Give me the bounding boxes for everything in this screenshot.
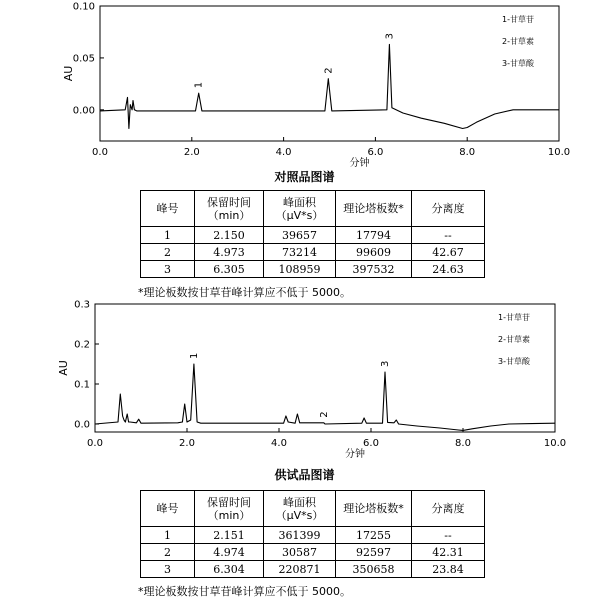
sample-results-table	[140, 490, 485, 578]
peak-label-2: 2	[318, 411, 330, 418]
table-cell: 2	[141, 544, 195, 561]
table-header-cell: 分离度	[412, 191, 485, 227]
sample-chart-title: 供试品图谱	[274, 468, 335, 482]
table-cell: 361399	[264, 527, 336, 544]
table-cell: 4.973	[195, 244, 264, 261]
x-tick-label: 2.0	[179, 438, 195, 449]
table-cell: 24.63	[412, 261, 485, 278]
y-tick-label: 0.00	[72, 105, 95, 117]
table-cell: 3	[141, 561, 195, 578]
table-cell: 42.67	[412, 244, 485, 261]
table-row	[141, 527, 485, 544]
y-axis-label: AU	[57, 360, 70, 376]
table-cell: 350658	[336, 561, 412, 578]
peak-label-1: 1	[188, 352, 200, 359]
reference-chart-title: 对照品图谱	[274, 170, 335, 184]
table-cell: 42.31	[412, 544, 485, 561]
table-header-row	[141, 191, 485, 227]
table-cell: 397532	[336, 261, 412, 278]
x-tick-label: 8.0	[459, 147, 476, 158]
table-header-cell: 保留时间 （min）	[195, 191, 264, 227]
legend-entry: 3-甘草酸	[502, 59, 534, 68]
table-header-cell: 分离度	[412, 491, 485, 527]
table-row	[141, 544, 485, 561]
table-cell: 108959	[264, 261, 336, 278]
table-cell: 17255	[336, 527, 412, 544]
x-tick-label: 4.0	[271, 438, 287, 449]
table-cell: 73214	[264, 244, 336, 261]
table-cell: 39657	[264, 227, 336, 244]
table-cell: 4.974	[195, 544, 264, 561]
table-cell: 220871	[264, 561, 336, 578]
table-cell: 1	[141, 227, 195, 244]
table-cell: 2.151	[195, 527, 264, 544]
y-tick-label: 0.05	[72, 53, 95, 65]
table-header-cell: 理论塔板数*	[336, 491, 412, 527]
table-cell: 92597	[336, 544, 412, 561]
legend-entry: 1-甘草苷	[498, 313, 530, 322]
table-cell: 17794	[336, 227, 412, 244]
x-tick-label: 10.0	[543, 438, 567, 449]
table-cell: 23.84	[412, 561, 485, 578]
legend-entry: 1-甘草苷	[502, 15, 534, 24]
legend-entry: 2-甘草素	[498, 335, 530, 344]
peak-label-2: 2	[323, 67, 335, 74]
table-cell: 6.305	[195, 261, 264, 278]
legend-entry: 3-甘草酸	[498, 357, 530, 366]
y-tick-label: 0.1	[74, 379, 90, 391]
table-row	[141, 561, 485, 578]
peak-label-3: 3	[384, 33, 396, 40]
table-row	[141, 261, 485, 278]
table-cell: 1	[141, 527, 195, 544]
y-tick-label: 0.3	[74, 299, 90, 311]
x-axis-label: 分钟	[345, 449, 365, 460]
table-cell: 2.150	[195, 227, 264, 244]
x-tick-label: 0.0	[87, 438, 103, 449]
reference-results-table	[140, 190, 485, 278]
x-tick-label: 4.0	[275, 147, 292, 158]
chromatogram-trace	[95, 364, 555, 430]
legend-entry: 2-甘草素	[502, 37, 534, 46]
x-axis-label: 分钟	[349, 158, 370, 169]
table-cell: 6.304	[195, 561, 264, 578]
table-cell: --	[412, 527, 485, 544]
table-cell: --	[412, 227, 485, 244]
table-header-cell: 理论塔板数*	[336, 191, 412, 227]
table-header-cell: 峰面积 （μV*s）	[264, 191, 336, 227]
table-header-cell: 保留时间 （min）	[195, 491, 264, 527]
peak-label-3: 3	[379, 360, 391, 367]
x-tick-label: 6.0	[367, 147, 384, 158]
chromatogram-trace	[100, 44, 559, 128]
sample-table-note: *理论板数按甘草苷峰计算应不低于 5000。	[138, 585, 351, 598]
x-tick-label: 2.0	[183, 147, 200, 158]
table-row	[141, 227, 485, 244]
y-tick-label: 0.0	[74, 419, 90, 431]
x-tick-label: 10.0	[547, 147, 571, 158]
y-tick-label: 0.10	[72, 1, 95, 13]
table-cell: 99609	[336, 244, 412, 261]
x-tick-label: 0.0	[92, 147, 108, 158]
y-tick-label: 0.2	[74, 339, 90, 351]
table-row	[141, 244, 485, 261]
peak-label-1: 1	[193, 81, 205, 89]
x-tick-label: 6.0	[363, 438, 379, 449]
table-cell: 2	[141, 244, 195, 261]
reference-table-note: *理论板数按甘草苷峰计算应不低于 5000。	[138, 286, 351, 299]
reference-chromatogram	[0, 0, 609, 185]
table-header-cell: 峰面积 （μV*s）	[264, 491, 336, 527]
table-header-cell: 峰号	[141, 191, 195, 227]
table-cell: 3	[141, 261, 195, 278]
table-header-row	[141, 491, 485, 527]
sample-chromatogram	[0, 295, 609, 475]
y-axis-label: AU	[62, 65, 75, 82]
table-header-cell: 峰号	[141, 491, 195, 527]
table-cell: 30587	[264, 544, 336, 561]
x-tick-label: 8.0	[455, 438, 471, 449]
